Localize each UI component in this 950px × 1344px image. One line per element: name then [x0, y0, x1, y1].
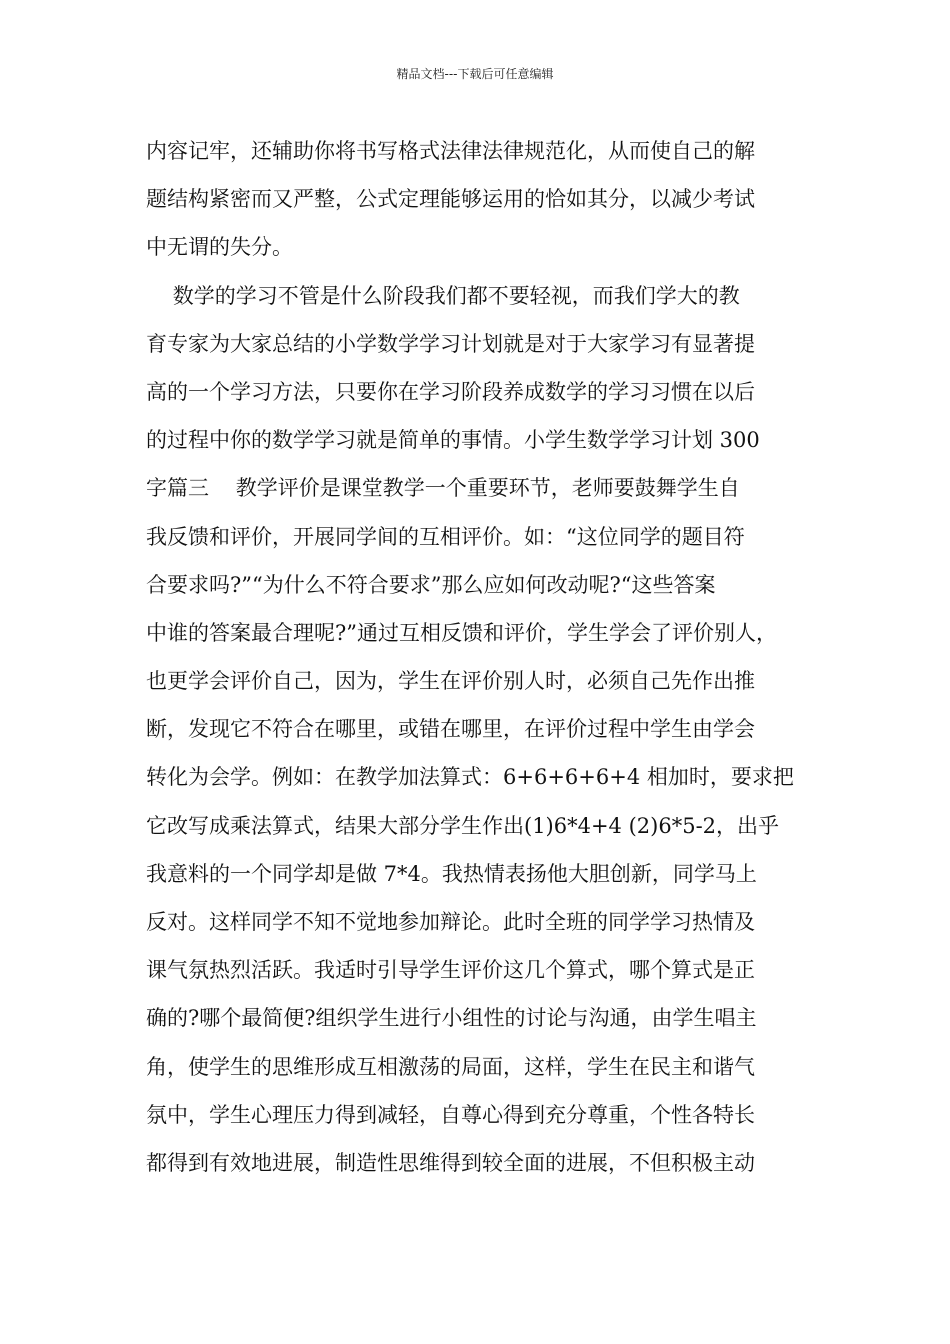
text-line: 反对。这样同学不知不觉地参加辩论。此时全班的同学学习热情及	[146, 910, 755, 934]
body-text	[146, 127, 826, 1187]
text-line: 的过程中你的数学学习就是简单的事情。小学生数学学习计划 300	[146, 428, 760, 453]
text-line: 氛中，学生心理压力得到减轻，自尊心得到充分尊重，个性各特长	[146, 1102, 755, 1127]
text-line: 字篇三 教学评价是课堂教学一个重要环节，老师要鼓舞学生自	[146, 476, 740, 501]
text-line: 合要求吗?”“为什么不符合要求”那么应如何改动呢?“这些答案	[146, 572, 716, 597]
text-line: 育专家为大家总结的小学数学学习计划就是对于大家学习有显著提	[146, 331, 755, 356]
text-line: 题结构紧密而又严整，公式定理能够运用的恰如其分，以减少考试	[146, 187, 755, 212]
text-line: 我意料的一个同学却是做 7*4。我热情表扬他大胆创新，同学马上	[146, 861, 757, 886]
text-line: 我反馈和评价，开展同学间的互相评价。如：“这位同学的题目符	[146, 524, 745, 549]
text-line: 中无谓的失分。	[146, 235, 293, 260]
text-line: 断，发现它不符合在哪里，或错在哪里，在评价过程中学生由学会	[146, 717, 755, 742]
text-line: 中谁的答案最合理呢?”通过互相反馈和评价，学生学会了评价别人，	[146, 620, 777, 645]
text-line: 课气氛热烈活跃。我适时引导学生评价这几个算式，哪个算式是正	[146, 958, 755, 983]
text-line: 都得到有效地进展，制造性思维得到较全面的进展，不但积极主动	[146, 1150, 755, 1175]
text-line: 确的?哪个最简便?组织学生进行小组性的讨论与沟通，由学生唱主	[146, 1006, 757, 1031]
text-line: 它改写成乘法算式，结果大部分学生作出(1)6*4+4 (2)6*5-2，出乎	[146, 813, 780, 838]
page-header: 精品文档---下载后可任意编辑	[396, 67, 554, 81]
text-line: 数学的学习不管是什么阶段我们都不要轻视，而我们学大的教	[146, 283, 740, 308]
text-line: 角，使学生的思维形成互相激荡的局面，这样，学生在民主和谐气	[146, 1054, 755, 1079]
text-line: 也更学会评价自己，因为，学生在评价别人时，必须自己先作出推	[146, 669, 755, 694]
text-line: 高的一个学习方法，只要你在学习阶段养成数学的学习习惯在以后	[146, 379, 755, 404]
text-line: 内容记牢，还辅助你将书写格式法律法律规范化，从而使自己的解	[146, 139, 755, 163]
text-line: 转化为会学。例如：在教学加法算式：6+6+6+6+4 相加时，要求把	[146, 765, 794, 790]
